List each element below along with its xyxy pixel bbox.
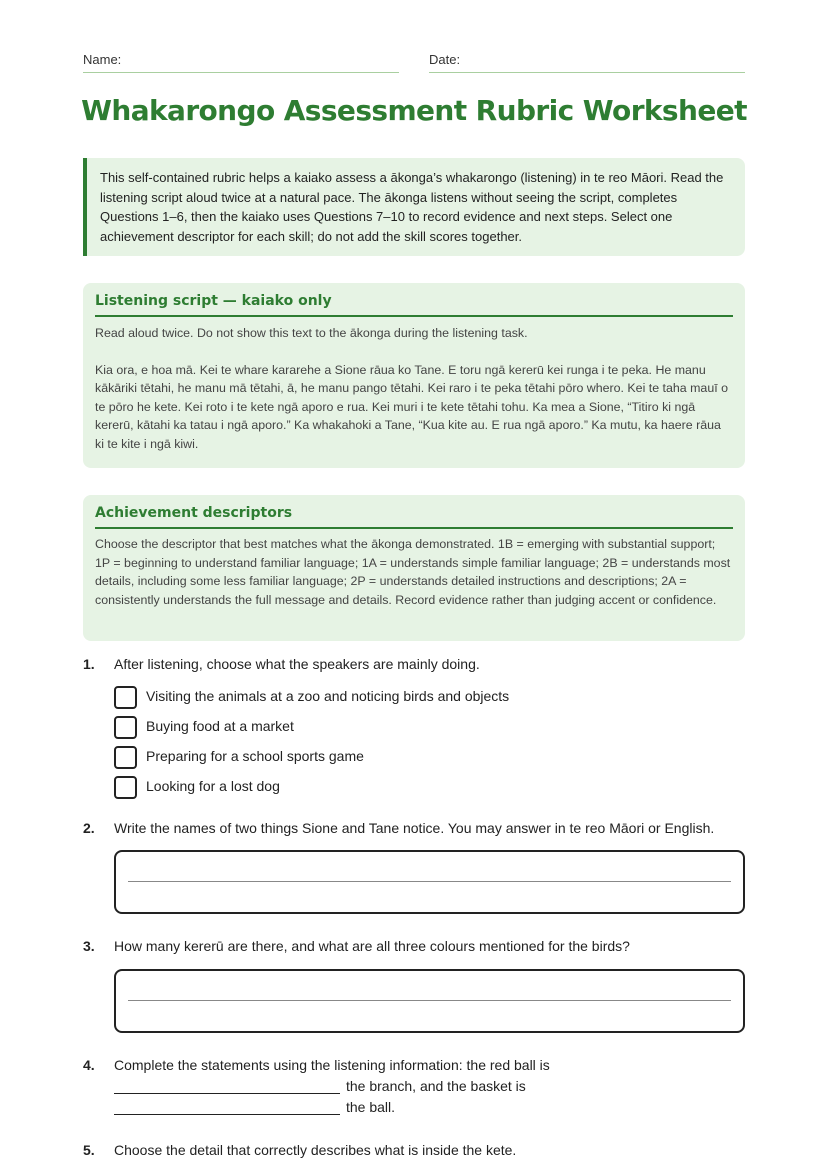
date-label: Date: (429, 52, 461, 67)
name-field[interactable] (83, 52, 399, 73)
question-number: 4. (83, 1057, 95, 1073)
checkbox[interactable] (114, 776, 137, 799)
question-number: 1. (83, 656, 95, 672)
fill-line-1 (114, 1078, 526, 1094)
script-text: Kia ora, e hoa mā. Kei te whare kararehe a Sione rāua ko Tane. E toru ngā kererū kei runga i te peka. He manu kākāriki tētahi, he manu mā tētahi, ā, he manu pango tētahi. Kei raro i te peka tētahi pōro whero. Kei te taha mauī o te pōro he kete. Kei roto i te kete ngā aporo e rua. Kei muri i te kete tētahi tohu. Ka mea a Sione, “Titiro ki ngā kererū, kātahi ka tatau i ngā aporo.” Ka whakahoki a Tane, “Kua kite au. E rua ngā aporo.” Ka mutu, ka haere rāua ki te kite i ngā kiwi. (95, 362, 728, 451)
question-text: Complete the statements using the listening information: the red ball is (114, 1057, 550, 1073)
statement-text: the ball. (346, 1099, 396, 1115)
checkbox[interactable] (114, 716, 137, 739)
option-label: Looking for a lost dog (146, 778, 280, 794)
option-label: Buying food at a market (146, 718, 294, 734)
question-text: Write the names of two things Sione and Tane notice. You may answer in te reo Māori or English. (114, 820, 715, 836)
answer-line (128, 881, 731, 882)
answer-line (128, 1000, 731, 1001)
question-number: 2. (83, 820, 95, 836)
checkbox[interactable] (114, 746, 137, 769)
question-text: How many kererū are there, and what are all three colours mentioned for the birds? (114, 938, 630, 954)
name-date-row (83, 52, 745, 74)
question-text: Choose the detail that correctly describes what is inside the kete. (114, 1142, 517, 1158)
option-label: Preparing for a school sports game (146, 748, 364, 764)
question-3 (83, 938, 745, 1033)
question-2 (83, 820, 745, 915)
listening-script-panel (83, 283, 745, 468)
question-1 (83, 656, 745, 802)
answer-box[interactable] (114, 969, 745, 1033)
option-label: Visiting the animals at a zoo and noticing birds and objects (146, 688, 510, 704)
descriptors-heading: Achievement descriptors (95, 505, 733, 529)
name-label: Name: (83, 52, 122, 67)
intro-callout: This self-contained rubric helps a kaiako assess a ākonga’s whakarongo (listening) in te reo Māori. Read the listening script aloud twice at a natural pace. The ākonga listens without seeing the script, completes Questions 1–6, then the kaiako uses Questions 7–10 to record evidence and next steps. Select one achievement descriptor for each skill; do not add the skill scores together. (83, 158, 745, 256)
date-field[interactable] (429, 52, 745, 73)
worksheet-title: Whakarongo Assessment Rubric Worksheet (81, 94, 747, 127)
script-note: Read aloud twice. Do not show this text to the ākonga during the listening task. (95, 326, 528, 340)
descriptors-panel (83, 495, 745, 641)
question-number: 5. (83, 1142, 95, 1158)
checkbox[interactable] (114, 686, 137, 709)
statement-text: the branch, and the basket is (346, 1078, 526, 1094)
blank-field[interactable] (114, 1101, 340, 1115)
question-4 (83, 1057, 745, 1119)
answer-box[interactable] (114, 850, 745, 914)
script-heading: Listening script — kaiako only (95, 293, 733, 317)
blank-field[interactable] (114, 1080, 340, 1094)
question-text: After listening, choose what the speakers are mainly doing. (114, 656, 480, 672)
question-5 (83, 1142, 745, 1162)
descriptors-text: Choose the descriptor that best matches what the ākonga demonstrated. 1B = emerging with substantial support; 1P = beginning to understand familiar language; 1A = understands simple familiar language; 2B = understands most details, including some less familiar language; 2P = understands detailed instructions and descriptions; 2A = consistently understands the full message and details. Record evidence rather than judging accent or confidence. (95, 537, 731, 607)
fill-line-2 (114, 1099, 395, 1115)
question-number: 3. (83, 938, 95, 954)
